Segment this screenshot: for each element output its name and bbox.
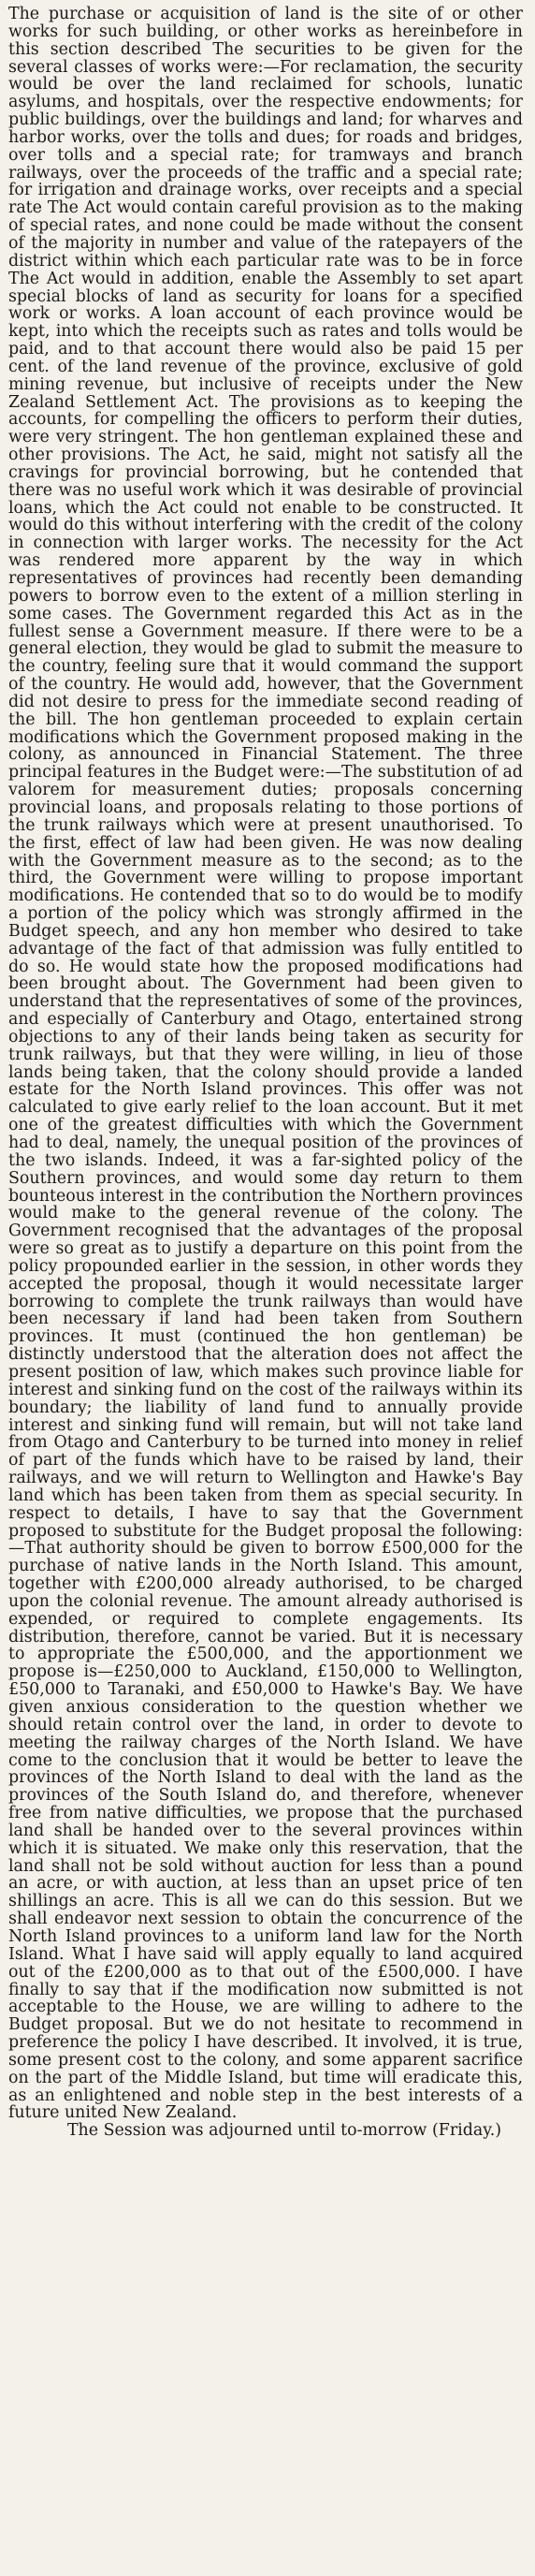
session-closing-line: The Session was adjourned until to-morrow (Friday.) bbox=[66, 2121, 502, 2141]
article-paragraph-1: The purchase or acquisition of land is the site of or other works for such building, or other works as hereinbefore in this section described The securities to be given for the several classes of works were:—For reclamation, the security would be over the land reclaimed for schools, lunatic asylums, and hospitals, over the respective endowments; for public buildings, over the buildings and land; for wharves and harbor works, over the tolls and dues; for roads and bridges, over tolls and a special rate; for tramways and branch railways, over the proceeds of the traffic and a special rate; for irrigation and drainage works, over receipts and a special rate The Act would contain careful provision as to the making of special rates, and none could be made without the consent of the majority in number and value of the ratepayers of the district within which each particular rate was to be in force The Act would in addition, enable the Assembly to set apart special blocks of land as security for loans for a specified work or works. A loan account of each province would be kept, into which the receipts such as rates and tolls would be paid, and to that account there would also be paid 15 per cent. of the land revenue of the province, exclusive of gold mining revenue, but inclusive of receipts under the New Zealand Settlement Act. The provisions as to keeping the accounts, for compelling the officers to perform their duties, were very stringent. The hon gentleman explained these and other provisions. The Act, he said, might not satisfy all the cravings for provincial borrowing, but he contended that there was no useful work which it was desirable of provincial loans, which the Act could not enable to be constructed. It would do this without interfering with the credit of the colony in connection with larger works. The necessity for the Act was rendered more apparent by the way in which representatives of provinces had recently been demanding powers to borrow even to the extent of a million sterling in some cases. The Government regarded this Act as in the fullest sense a Government measure. If there were to be a general election, they would be glad to submit the measure to the country, feeling sure that it would command the support of the country. He would add, however, that the Government did not desire to press for the immediate second reading of the bill. The hon gentleman proceeded to explain certain modifications which the Government proposed making in the colony, as announced in Financial Statement. The three principal features in the Budget were:—The substitution of ad valorem for measurement duties; proposals concerning provincial loans, and proposals relating to those portions of the trunk railways which were at present unauthorised. To the first, effect of law had been given. He was now dealing with the Government measure as to the second; as to the third, the Government were willing to propose important modifications. He contended that so to do would be to modify a portion of the policy which was strongly affirmed in the Budget speech, and any hon member who desired to take advantage of the fact of that admission was fully entitled to do so. He would state how the proposed modifications had been brought about. The Government had been given to understand that the representatives of some of the provinces, and especially of Canterbury and Otago, entertained strong objections to any of their lands being taken as security for trunk railways, but that they were willing, in lieu of those lands being taken, that the colony should provide a landed estate for the North Island provinces. This offer was not calculated to give early relief to the loan account. But it met one of the greatest difficulties with which the Government had to deal, namely, the unequal position of the provinces of the two islands. Indeed, it was a far-sighted policy of the Southern provinces, and would some day return to them bounteous interest in the contribution the Northern provinces would make to the general revenue of the colony. The Government recognised that the advantages of the proposal were so great as to justify a departure on this point from the policy propounded earlier in the session, in other words they accepted the proposal, though it would necessitate larger borrowing to complete the trunk railways than would have been necessary if land had been taken from Southern provinces. It must (continued the hon gentleman) be distinctly understood that the alteration does not affect the present position of law, which makes such province liable for interest and sinking fund on the cost of the railways within its boundary; the liability of land fund to annually provide interest and sinking fund will remain, but will not take land from Otago and Canterbury to be turned into money in relief of part of the funds which have to be raised by land, their railways, and we will return to Wellington and Hawke's Bay land which has been taken from them as special security. In respect to details, I have to say that the Government proposed to substitute for the Budget proposal the following:—That authority should be given to borrow £500,000 for the purchase of native lands in the North Island. This amount, together with £200,000 already authorised, to be charged upon the colonial revenue. The amount already authorised is expended, or required to complete engagements. Its distribution, therefore, cannot be varied. But it is necessary to appropriate the £500,000, and the apportionment we propose is—£250,000 to Auckland, £150,000 to Wellington, £50,000 to Taranaki, and £50,000 to Hawke's Bay. We have given anxious consideration to the question whether we should retain control over the land, in order to devote to meeting the railway charges of the North Island. We have come to the conclusion that it would be better to leave the provinces of the North Island to deal with the land as the provinces of the South Island do, and therefore, whenever free from native difficulties, we propose that the purchased land shall be handed over to the several provinces within which it is situated. We make only this reservation, that the land shall not be sold without auction for less than a pound an acre, or with auction, at less than an upset price of ten shillings an acre. This is all we can do this session. But we shall endeavor next session to obtain the concurrence of the North Island provinces to a uniform land law for the North Island. What I have said will apply equally to land acquired out of the £200,000 as to that out of the £500,000. I have finally to say that if the modification now submitted is not acceptable to the House, we are willing to adhere to the Budget proposal. But we do not hesitate to recommend in preference the policy I have described. It involved, it is true, some present cost to the colony, and some apparent sacrifice on the part of the Middle Island, but time will eradicate this, as an enlightened and noble step in the best interests of a future united New Zealand. bbox=[8, 6, 523, 2123]
article-column bbox=[8, 6, 523, 2570]
